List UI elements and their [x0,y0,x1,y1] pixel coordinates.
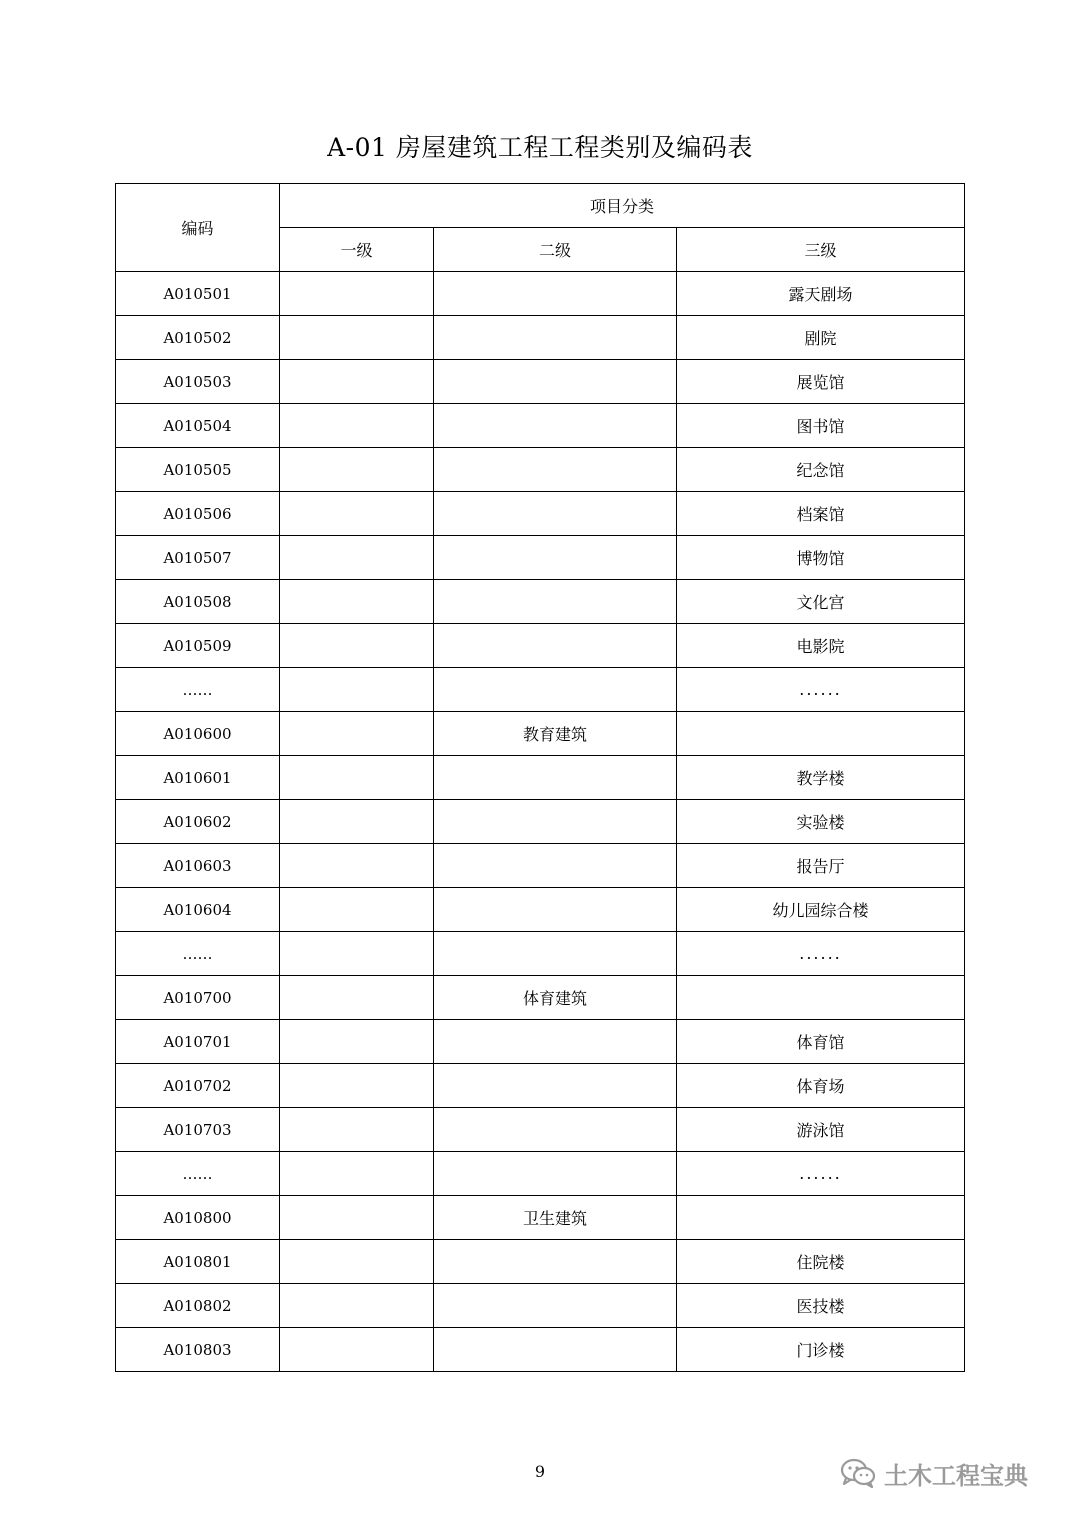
cell-level2: 教育建筑 [434,712,677,756]
cell-code: A010506 [116,492,280,536]
cell-level1 [280,1240,434,1284]
cell-level1 [280,800,434,844]
cell-code: A010505 [116,448,280,492]
cell-level1 [280,668,434,712]
cell-level1 [280,712,434,756]
header-level1: 一级 [280,228,434,272]
cell-level2 [434,360,677,404]
cell-level3: 体育场 [677,1064,965,1108]
cell-level2 [434,624,677,668]
cell-level2 [434,1064,677,1108]
cell-level1 [280,1196,434,1240]
table-row [116,756,965,800]
table-row [116,316,965,360]
cell-level1 [280,536,434,580]
cell-level2 [434,932,677,976]
cell-level2 [434,888,677,932]
table-row [116,1152,965,1196]
document-title: A-01 房屋建筑工程工程类别及编码表 [327,133,753,162]
table-row [116,844,965,888]
table-row [116,1328,965,1372]
cell-code: A010800 [116,1196,280,1240]
table-row [116,1020,965,1064]
cell-code: A010509 [116,624,280,668]
cell-level3: ...... [677,668,965,712]
cell-code: A010503 [116,360,280,404]
header-category: 项目分类 [280,184,965,228]
table-row [116,1108,965,1152]
cell-level3 [677,712,965,756]
table-row [116,624,965,668]
cell-level2: 体育建筑 [434,976,677,1020]
wechat-icon [840,1458,876,1488]
cell-level3: 展览馆 [677,360,965,404]
cell-level3: 报告厅 [677,844,965,888]
table-row [116,404,965,448]
table-row [116,1196,965,1240]
table-row [116,1240,965,1284]
cell-level1 [280,624,434,668]
cell-code: A010701 [116,1020,280,1064]
cell-code: A010803 [116,1328,280,1372]
cell-level3: 电影院 [677,624,965,668]
cell-level2 [434,316,677,360]
cell-level2 [434,1108,677,1152]
header-level2: 二级 [434,228,677,272]
cell-level1 [280,580,434,624]
table-row [116,712,965,756]
table-row [116,1064,965,1108]
cell-level2 [434,580,677,624]
cell-level3: 文化宫 [677,580,965,624]
cell-level1 [280,1284,434,1328]
cell-level1 [280,1064,434,1108]
cell-code: A010504 [116,404,280,448]
table-row [116,580,965,624]
header-code: 编码 [116,184,280,272]
cell-code: A010501 [116,272,280,316]
cell-level3: 体育馆 [677,1020,965,1064]
cell-code: A010508 [116,580,280,624]
cell-level3: 门诊楼 [677,1328,965,1372]
table-row [116,1284,965,1328]
cell-code: A010502 [116,316,280,360]
cell-level1 [280,1328,434,1372]
cell-code: A010601 [116,756,280,800]
cell-level2 [434,536,677,580]
cell-code: A010603 [116,844,280,888]
cell-level1 [280,272,434,316]
cell-level3: ...... [677,932,965,976]
header-level3: 三级 [677,228,965,272]
cell-level3: 住院楼 [677,1240,965,1284]
cell-level1 [280,844,434,888]
cell-level3: 医技楼 [677,1284,965,1328]
cell-code: A010602 [116,800,280,844]
table-row [116,888,965,932]
cell-code: A010702 [116,1064,280,1108]
watermark-text: 土木工程宝典 [884,1461,1028,1490]
cell-level2 [434,492,677,536]
table-header-row-1 [116,184,965,228]
cell-level2 [434,1328,677,1372]
cell-code: A010700 [116,976,280,1020]
cell-level3: 纪念馆 [677,448,965,492]
cell-level2 [434,1152,677,1196]
cell-level2: 卫生建筑 [434,1196,677,1240]
cell-level2 [434,668,677,712]
table-row [116,932,965,976]
cell-level1 [280,1020,434,1064]
cell-level3: 剧院 [677,316,965,360]
cell-level3: 游泳馆 [677,1108,965,1152]
cell-level1 [280,316,434,360]
cell-level3 [677,1196,965,1240]
cell-level2 [434,844,677,888]
cell-level2 [434,404,677,448]
table-row [116,272,965,316]
cell-code: A010604 [116,888,280,932]
cell-level3: 露天剧场 [677,272,965,316]
cell-level1 [280,756,434,800]
cell-code: A010801 [116,1240,280,1284]
cell-code: …… [116,932,280,976]
cell-level1 [280,1152,434,1196]
cell-level1 [280,976,434,1020]
cell-code: A010507 [116,536,280,580]
cell-level2 [434,448,677,492]
cell-level1 [280,448,434,492]
cell-level3: 教学楼 [677,756,965,800]
table-row [116,536,965,580]
cell-level1 [280,404,434,448]
cell-level3: 实验楼 [677,800,965,844]
cell-level2 [434,1240,677,1284]
cell-level3: 图书馆 [677,404,965,448]
table-row [116,668,965,712]
cell-level3 [677,976,965,1020]
cell-code: A010703 [116,1108,280,1152]
table-row [116,360,965,404]
cell-level3: 幼儿园综合楼 [677,888,965,932]
cell-code: A010600 [116,712,280,756]
cell-level2 [434,1020,677,1064]
table-row [116,976,965,1020]
cell-level1 [280,932,434,976]
cell-level2 [434,272,677,316]
cell-level3: 博物馆 [677,536,965,580]
cell-level1 [280,1108,434,1152]
table-row [116,800,965,844]
category-code-table [115,183,965,1372]
watermark [840,1456,1028,1490]
table-row [116,448,965,492]
cell-level1 [280,492,434,536]
cell-code: A010802 [116,1284,280,1328]
table-row [116,492,965,536]
cell-level3: 档案馆 [677,492,965,536]
cell-level2 [434,756,677,800]
page-number: 9 [534,1462,546,1481]
cell-code: …… [116,1152,280,1196]
cell-level1 [280,888,434,932]
cell-code: …… [116,668,280,712]
table-body [116,272,965,1372]
cell-level2 [434,800,677,844]
cell-level1 [280,360,434,404]
cell-level2 [434,1284,677,1328]
cell-level3: ...... [677,1152,965,1196]
